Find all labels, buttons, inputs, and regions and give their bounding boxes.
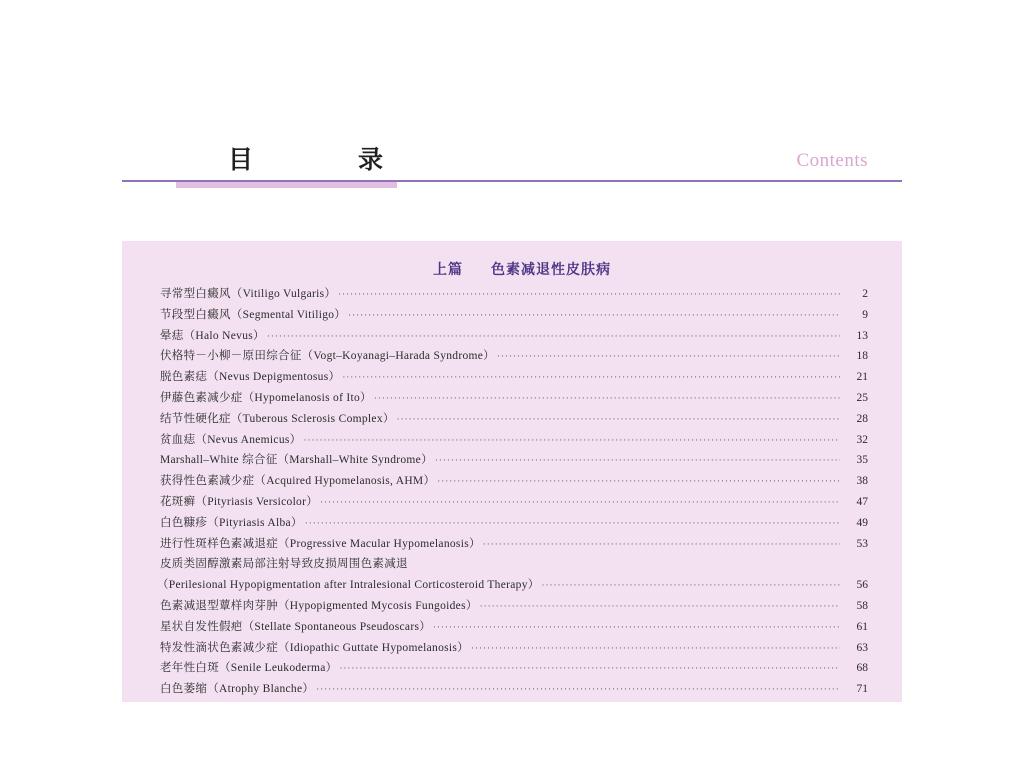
toc-entry-page: 9 [862, 308, 868, 321]
toc-entry-title: 伏格特－小柳－原田综合征（Vogt–Koyanagi–Harada Syndrome） [160, 350, 495, 363]
toc-entry-page: 38 [856, 475, 868, 488]
toc-leader-dots [397, 409, 840, 430]
toc-entry-title: 色素减退型蕈样肉芽肿（Hypopigmented Mycosis Fungoides） [160, 599, 478, 612]
contents-heading-english: Contents [796, 150, 868, 171]
toc-entry[interactable] [160, 679, 868, 700]
toc-leader-dots [374, 388, 840, 409]
toc-entry[interactable] [160, 471, 868, 492]
page-title: 目 录 [228, 145, 424, 174]
toc-entry[interactable] [157, 575, 868, 596]
toc-entry-title: 老年性白斑（Senile Leukoderma） [160, 662, 338, 675]
toc-entry-page: 28 [856, 412, 868, 425]
toc-entry[interactable] [160, 617, 868, 638]
toc-leader-dots [320, 492, 840, 513]
toc-entry-page: 49 [856, 516, 868, 529]
toc-entry-page: 18 [856, 350, 868, 363]
toc-entry[interactable] [160, 326, 868, 347]
toc-entry-page: 58 [856, 599, 868, 612]
toc-leader-dots [316, 679, 840, 700]
toc-leader-dots [342, 367, 840, 388]
toc-leader-dots [542, 575, 840, 596]
toc-entry-page: 63 [856, 641, 868, 654]
header-accent-bar [176, 182, 397, 188]
toc-leader-dots [483, 534, 840, 555]
toc-leader-dots [339, 658, 840, 679]
toc-entry-page: 61 [856, 620, 868, 633]
toc-entry-title: 脱色素痣（Nevus Depigmentosus） [160, 371, 341, 384]
toc-entry-page: 71 [856, 683, 868, 696]
toc-entry-title: 白色萎缩（Atrophy Blanche） [160, 683, 315, 696]
toc-entry[interactable] [160, 305, 868, 326]
toc-entry[interactable] [160, 367, 868, 388]
toc-entry[interactable] [160, 430, 868, 451]
toc-list [157, 284, 868, 700]
toc-entry-title: 晕痣（Halo Nevus） [160, 329, 265, 342]
toc-entry-page: 35 [856, 454, 868, 467]
toc-entry-title: 节段型白癜风（Segmental Vitiligo） [160, 308, 347, 321]
toc-leader-dots [480, 596, 840, 617]
toc-entry-title: 结节性硬化症（Tuberous Sclerosis Complex） [160, 412, 395, 425]
toc-entry[interactable] [160, 513, 868, 534]
toc-entry-title: （Perilesional Hypopigmentation after Intralesional Corticosteroid Therapy） [157, 579, 540, 592]
toc-entry-title: 贫血痣（Nevus Anemicus） [160, 433, 302, 446]
toc-entry[interactable] [160, 284, 868, 305]
section-title [0, 259, 1024, 279]
toc-entry-page: 25 [856, 391, 868, 404]
toc-entry-page: 13 [856, 329, 868, 342]
section-part-label: 上篇 [433, 262, 463, 278]
toc-entry[interactable] [160, 658, 868, 679]
toc-entry[interactable] [160, 534, 868, 555]
toc-entry-page: 56 [856, 579, 868, 592]
toc-entry-title: 星状自发性假疤（Stellate Spontaneous Pseudoscars） [160, 620, 432, 633]
toc-entry-page: 2 [862, 288, 868, 300]
toc-leader-dots [303, 430, 840, 451]
toc-entry[interactable] [160, 409, 868, 430]
toc-entry-title: Marshall–White 综合征（Marshall–White Syndrome） [160, 454, 433, 467]
toc-entry-page: 21 [856, 371, 868, 384]
toc-entry-title: 伊藤色素减少症（Hypomelanosis of Ito） [160, 391, 372, 404]
toc-entry[interactable] [160, 596, 868, 617]
section-name: 色素减退性皮肤病 [491, 262, 611, 278]
toc-entry-title: 特发性滴状色素减少症（Idiopathic Guttate Hypomelanosis） [160, 641, 469, 654]
toc-leader-dots [267, 326, 840, 347]
toc-leader-dots [471, 638, 840, 659]
toc-entry-title: 花斑癣（Pityriasis Versicolor） [160, 495, 319, 508]
toc-entry[interactable] [160, 638, 868, 659]
toc-entry-page: 47 [856, 495, 868, 508]
toc-entry-title: 进行性斑样色素减退症（Progressive Macular Hypomelanosis） [160, 537, 481, 550]
toc-leader-dots [348, 305, 840, 326]
toc-entry-page: 68 [856, 662, 868, 675]
toc-entry[interactable] [160, 450, 868, 471]
toc-leader-dots [437, 471, 840, 492]
toc-entry-title: 获得性色素减少症（Acquired Hypomelanosis, AHM） [160, 475, 436, 488]
toc-entry[interactable] [160, 554, 868, 575]
toc-leader-dots [497, 346, 840, 367]
toc-entry[interactable] [160, 388, 868, 409]
toc-leader-dots [433, 617, 840, 638]
toc-leader-dots [305, 513, 840, 534]
toc-entry-page: 53 [856, 537, 868, 550]
toc-entry-title: 皮质类固醇激素局部注射导致皮损周围色素减退 [160, 558, 408, 571]
toc-entry[interactable] [160, 492, 868, 513]
toc-entry-page: 32 [856, 433, 868, 446]
toc-leader-dots [338, 284, 840, 305]
toc-entry-title: 白色糠疹（Pityriasis Alba） [160, 516, 303, 529]
toc-entry[interactable] [160, 346, 868, 367]
toc-entry-title: 寻常型白癜风（Vitiligo Vulgaris） [160, 288, 337, 300]
toc-leader-dots [435, 450, 840, 471]
